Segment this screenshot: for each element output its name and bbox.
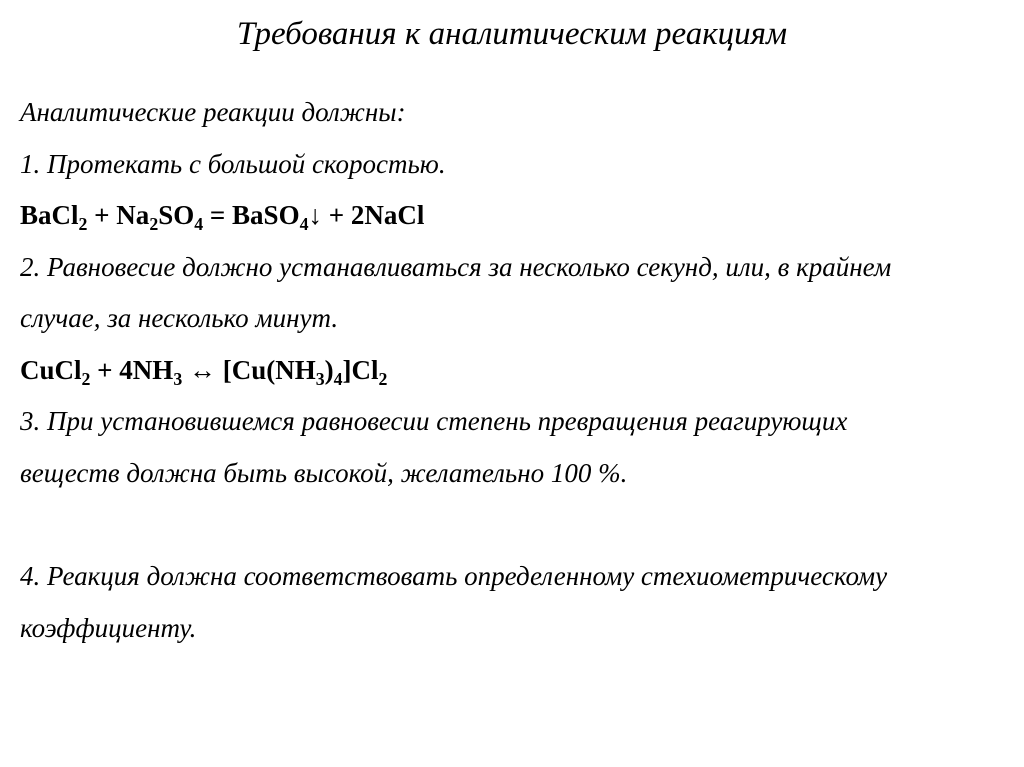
eq1-part: SO: [158, 200, 195, 230]
eq1-part: = BaSO: [203, 200, 300, 230]
equation-copper-ammine: [20, 352, 387, 388]
slide-title: Требования к аналитическим реакциям: [236, 16, 788, 52]
eq2-subscript: 2: [378, 369, 388, 390]
requirement-3-line-1: 3. При установившемся равновесии степень превращения реагирующих: [20, 406, 848, 436]
eq2-part: CuCl: [20, 355, 82, 385]
requirement-3-line-2: веществ должна быть высокой, желательно 100 %.: [20, 458, 628, 488]
requirement-4-line-2: коэффициенту.: [20, 613, 197, 643]
eq2-subscript: 3: [315, 369, 325, 390]
eq1-subscript: 2: [78, 214, 88, 235]
eq1-subscript: 4: [299, 214, 309, 235]
eq2-part: + 4NH: [90, 355, 174, 385]
eq1-subscript: 4: [194, 214, 204, 235]
requirement-2-line-1: 2. Равновесие должно устанавливаться за несколько секунд, или, в крайнем: [20, 252, 892, 282]
eq2-subscript: 3: [173, 369, 183, 390]
intro-text: Аналитические реакции должны:: [20, 97, 406, 127]
eq2-subscript: 4: [333, 369, 343, 390]
eq2-part: ↔ [Cu(NH: [182, 355, 316, 385]
eq1-part: BaCl: [20, 200, 79, 230]
eq2-part: ): [324, 355, 334, 385]
requirement-4-line-1: 4. Реакция должна соответствовать определенному стехиометрическому: [20, 561, 888, 591]
eq1-part: + Na: [87, 200, 150, 230]
requirement-1: 1. Протекать с большой скоростью.: [20, 149, 446, 179]
eq1-part: ↓ + 2NaCl: [308, 200, 425, 230]
eq1-subscript: 2: [149, 214, 159, 235]
equation-barium-sulfate: [20, 197, 424, 233]
eq2-subscript: 2: [81, 369, 91, 390]
requirement-2-line-2: случае, за несколько минут.: [20, 303, 339, 333]
eq2-part: ]Cl: [342, 355, 379, 385]
